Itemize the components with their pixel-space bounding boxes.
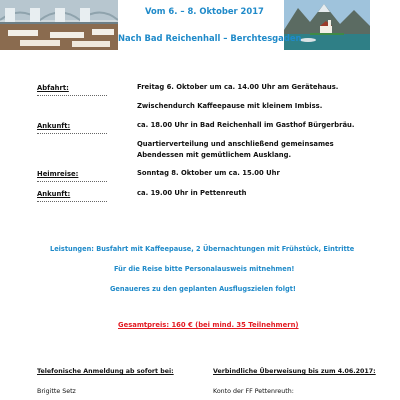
ankunft-divider	[37, 133, 107, 134]
ankunft-return-text: ca. 19.00 Uhr in Pettenreuth	[137, 189, 247, 197]
ueberweisung-label: Verbindliche Überweisung bis zum 4.06.2017:	[213, 368, 376, 375]
total-price: Gesamtpreis: 160 € (bei mind. 35 Teilnehmern)	[118, 321, 299, 329]
leistungen-text: Leistungen: Busfahrt mit Kaffeepause, 2 Übernachtungen mit Frühstück, Eintritte	[50, 245, 355, 253]
ankunft-text: ca. 18.00 Uhr in Bad Reichenhall im Gasthof Bürgerbräu.	[137, 121, 355, 129]
trip-date: Vom 6. – 8. Oktober 2017	[145, 6, 264, 16]
ueberweisung-account: Konto der FF Pettenreuth:	[213, 388, 294, 395]
trip-route: Nach Bad Reichenhall – Berchtesgaden	[118, 33, 302, 43]
ankunft-note-line1: Quartierverteilung und anschließend gemeinsames	[137, 140, 334, 148]
heimreise-divider	[37, 181, 107, 182]
ankunft-note-line2: Abendessen mit gemütlichem Ausklang.	[137, 151, 292, 159]
hotel-dining-hall-photo	[0, 0, 118, 50]
heimreise-label: Heimreise:	[37, 170, 79, 178]
abfahrt-text: Freitag 6. Oktober um ca. 14.00 Uhr am Gerätehaus.	[137, 83, 339, 91]
ankunft-return-divider	[37, 201, 107, 202]
ankunft-label: Ankunft:	[37, 122, 71, 130]
abfahrt-label: Abfahrt:	[37, 84, 69, 92]
ausflug-hint: Genaueres zu den geplanten Ausflugszielen folgt!	[110, 285, 296, 293]
abfahrt-divider	[37, 95, 107, 96]
abfahrt-note: Zwischendurch Kaffeepause mit kleinem Imbiss.	[137, 102, 323, 110]
anmeldung-label: Telefonische Anmeldung ab sofort bei:	[37, 368, 174, 375]
heimreise-text: Sonntag 8. Oktober um ca. 15.00 Uhr	[137, 169, 280, 177]
ausweis-hint: Für die Reise bitte Personalausweis mitnehmen!	[114, 265, 295, 273]
ankunft-return-label: Ankunft:	[37, 190, 71, 198]
anmeldung-contact: Brigitte Setz	[37, 388, 76, 395]
